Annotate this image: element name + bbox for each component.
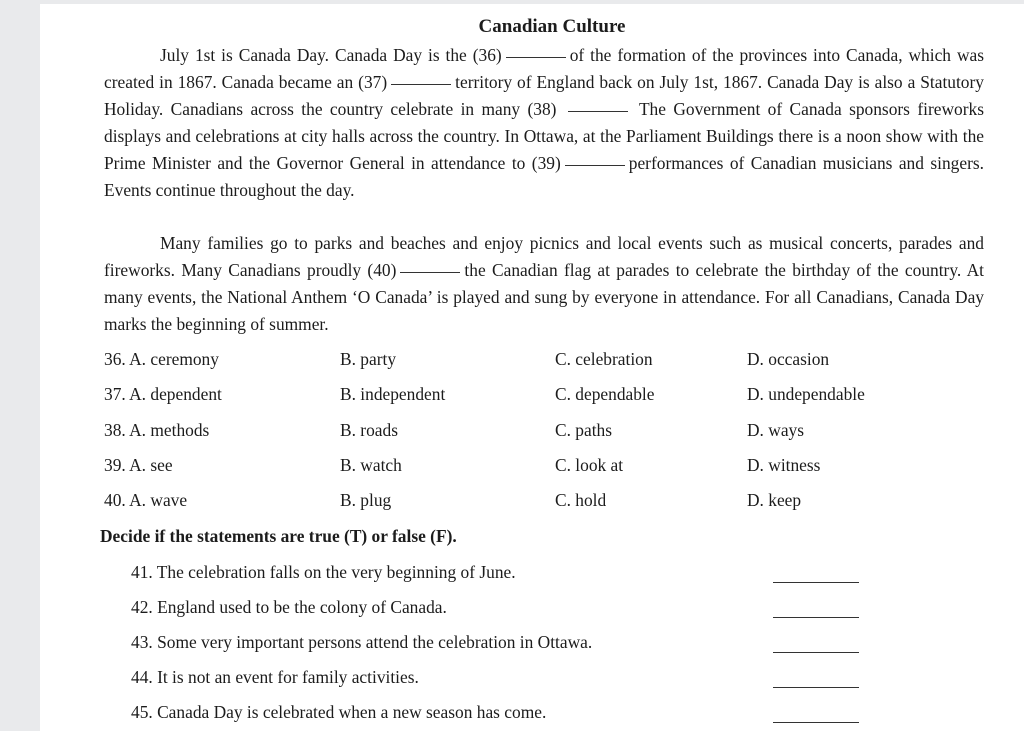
answer-line-44[interactable] <box>773 686 859 688</box>
question-row-39 <box>40 455 1024 477</box>
option-a[interactable]: 38. A. methods <box>104 420 210 440</box>
reading-paragraph-2 <box>104 230 984 338</box>
blank-37[interactable] <box>391 83 451 85</box>
option-a[interactable]: 37. A. dependent <box>104 384 222 404</box>
question-row-38 <box>40 420 1024 442</box>
p1-text-2: of the formation of the provinces into Canada, which was created in 1867. Canada became an (37) <box>104 45 984 92</box>
blank-36[interactable] <box>506 56 566 58</box>
question-row-40 <box>40 490 1024 512</box>
answer-line-41[interactable] <box>773 581 859 583</box>
answer-line-45[interactable] <box>773 721 859 723</box>
p1-text-3: territory of England back on July 1st, 1867. Canada Day is also a Statutory Holiday. Canadians across the country celebrate in many (38) <box>104 72 984 119</box>
question-row-36 <box>40 349 1024 371</box>
statement-42: 42. England used to be the colony of Canada. <box>131 597 447 617</box>
blank-38[interactable] <box>568 110 628 112</box>
option-b[interactable]: B. roads <box>340 420 398 440</box>
option-c[interactable]: C. dependable <box>555 384 655 404</box>
p1-text-4: The Government of Canada sponsors fireworks displays and celebrations at city halls across the country. In Ottawa, at the Parliament Buildings there is a noon show with the Prime Minister and the Governor General in attendance to (39) <box>104 99 984 173</box>
page-title: Canadian Culture <box>478 16 626 37</box>
option-a[interactable]: 40. A. wave <box>104 490 188 510</box>
option-d[interactable]: D. undependable <box>747 384 865 404</box>
option-b[interactable]: B. independent <box>340 384 446 404</box>
statement-41: 41. The celebration falls on the very beginning of June. <box>131 562 516 582</box>
option-d[interactable]: D. occasion <box>747 349 830 369</box>
blank-40[interactable] <box>400 271 460 273</box>
question-row-37 <box>40 384 1024 406</box>
p2-text-1: Many families go to parks and beaches and enjoy picnics and local events such as musical concerts, parades and fireworks. Many Canadians proudly (40) <box>104 233 984 280</box>
statement-43: 43. Some very important persons attend the celebration in Ottawa. <box>131 632 593 652</box>
worksheet-page <box>40 4 1024 731</box>
option-c[interactable]: C. paths <box>555 420 613 440</box>
reading-paragraph-1 <box>104 42 984 204</box>
statement-44: 44. It is not an event for family activities. <box>131 667 419 687</box>
option-c[interactable]: C. look at <box>555 455 624 475</box>
option-a[interactable]: 36. A. ceremony <box>104 349 219 369</box>
statement-45: 45. Canada Day is celebrated when a new season has come. <box>131 702 547 722</box>
p1-text-1: July 1st is Canada Day. Canada Day is the (36) <box>160 45 502 65</box>
answer-line-43[interactable] <box>773 651 859 653</box>
option-b[interactable]: B. watch <box>340 455 402 475</box>
option-d[interactable]: D. keep <box>747 490 802 510</box>
p2-text-2: the Canadian flag at parades to celebrate the birthday of the country. At many events, the National Anthem ‘O Canada’ is played and sung by everyone in attendance. For all Canadians, Canada Day marks the beginning of summer. <box>104 260 985 334</box>
option-d[interactable]: D. witness <box>747 455 821 475</box>
option-b[interactable]: B. party <box>340 349 397 369</box>
option-c[interactable]: C. celebration <box>555 349 653 369</box>
option-b[interactable]: B. plug <box>340 490 392 510</box>
blank-39[interactable] <box>565 164 625 166</box>
p1-text-5: performances of Canadian musicians and singers. Events continue throughout the day. <box>104 153 984 200</box>
answer-line-42[interactable] <box>773 616 859 618</box>
true-false-heading: Decide if the statements are true (T) or false (F). <box>100 526 457 546</box>
option-c[interactable]: C. hold <box>555 490 607 510</box>
option-a[interactable]: 39. A. see <box>104 455 173 475</box>
option-d[interactable]: D. ways <box>747 420 804 440</box>
